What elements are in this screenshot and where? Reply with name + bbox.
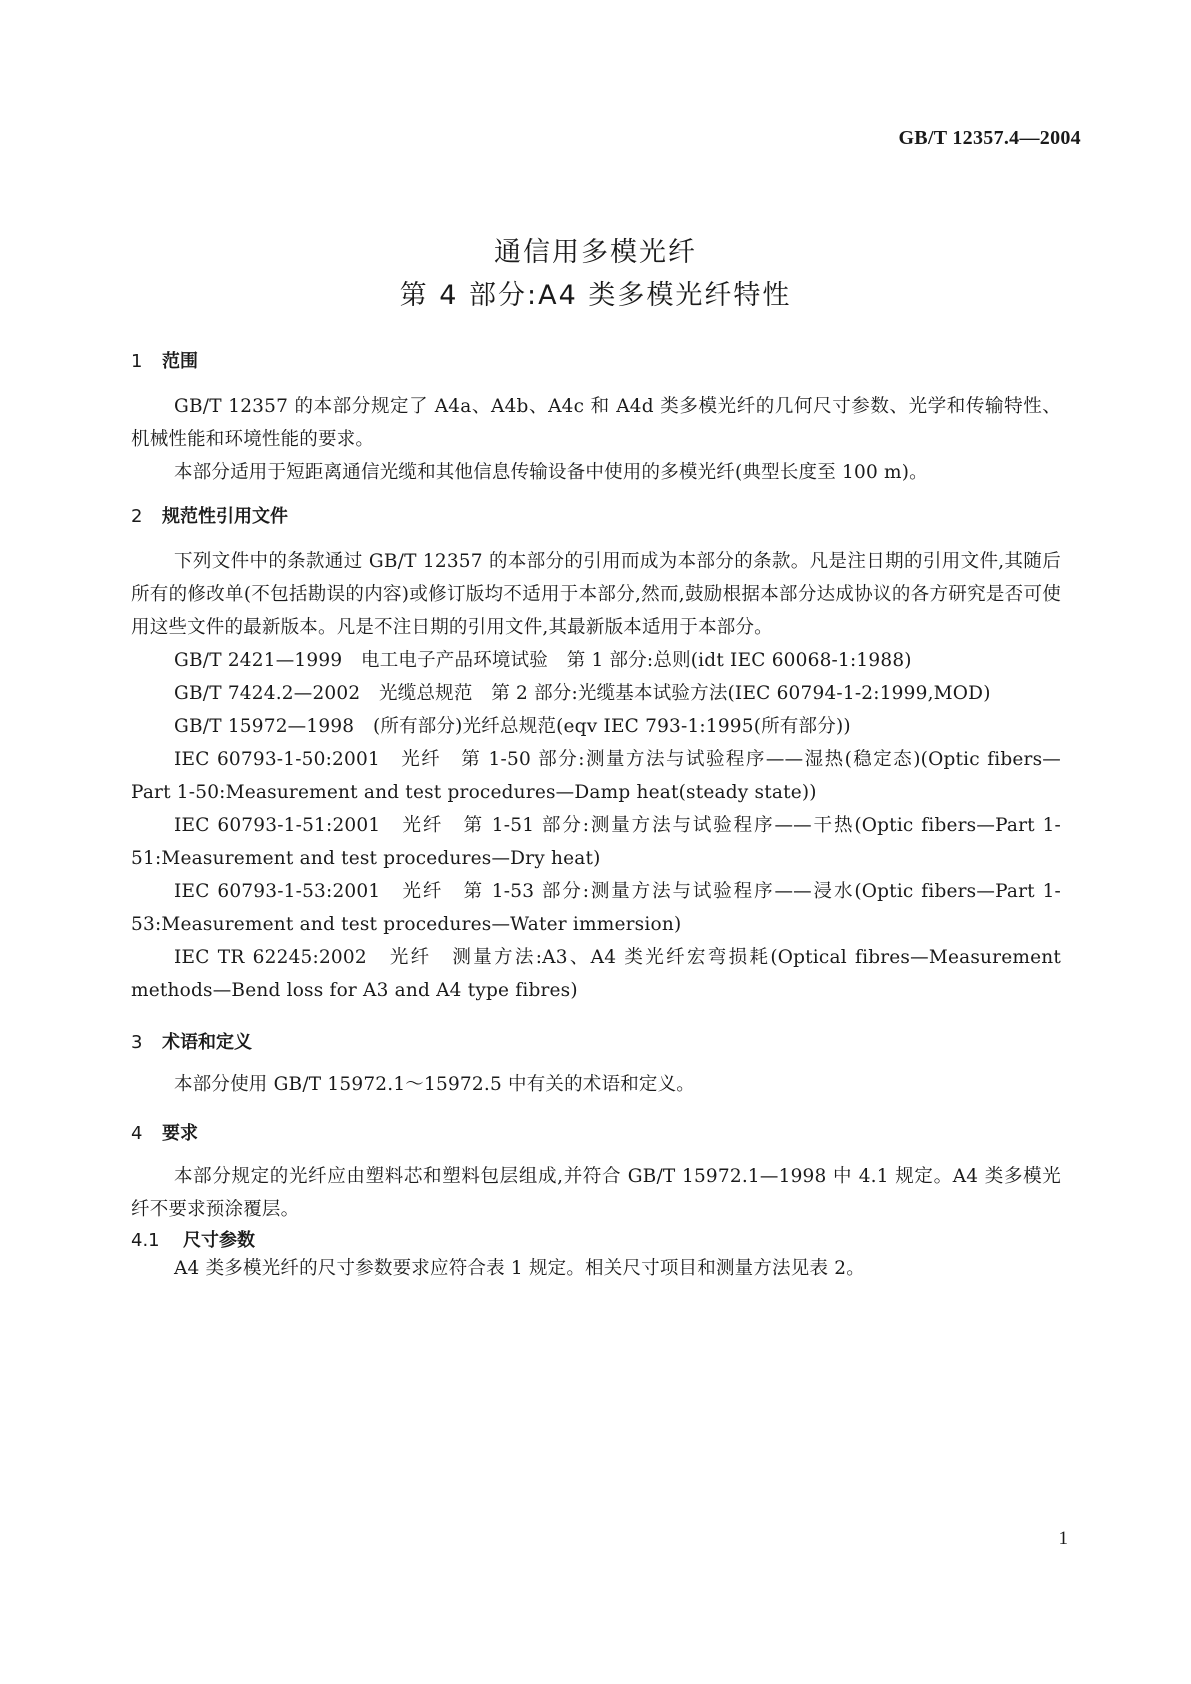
reference-item	[131, 875, 1061, 941]
document-title-line-1: 通信用多模光纤	[494, 237, 697, 268]
reference-code: IEC TR 62245:2002	[174, 947, 367, 968]
section-number: 1	[131, 351, 143, 372]
section-1-body	[131, 390, 1061, 489]
section-title: 规范性引用文件	[162, 506, 288, 527]
reference-title: (所有部分)光纤总规范(eqv IEC 793-1:1995(所有部分))	[372, 716, 851, 737]
reference-title: 光纤 测量方法:A3、A4 类光纤宏弯损耗(Optical fibres—Measurement methods—Bend loss for A3 and A4 type fibres)	[131, 947, 1061, 1001]
document-title-line-2: 第 4 部分:A4 类多模光纤特性	[399, 280, 792, 311]
reference-title: 电工电子产品环境试验 第 1 部分:总则(idt IEC 60068-1:1988)	[361, 650, 912, 671]
section-number: 4	[131, 1123, 143, 1144]
section-3	[131, 1028, 1061, 1054]
paragraph: GB/T 12357 的本部分规定了 A4a、A4b、A4c 和 A4d 类多模光纤的几何尺寸参数、光学和传输特性、机械性能和环境性能的要求。	[131, 396, 1061, 450]
section-4	[131, 1119, 1061, 1145]
reference-item	[131, 941, 1061, 1007]
section-heading	[131, 502, 1061, 528]
section-number: 3	[131, 1032, 143, 1053]
reference-item	[131, 677, 1061, 710]
reference-title: 光缆总规范 第 2 部分:光缆基本试验方法(IEC 60794-1-2:1999,MOD)	[379, 683, 991, 704]
reference-item	[131, 743, 1061, 809]
reference-code: GB/T 15972—1998	[174, 716, 355, 737]
paragraph: A4 类多模光纤的尺寸参数要求应符合表 1 规定。相关尺寸项目和测量方法见表 2。	[174, 1258, 865, 1279]
section-title: 要求	[162, 1123, 198, 1144]
section-4-body	[131, 1160, 1061, 1226]
section-3-body	[131, 1068, 1061, 1101]
paragraph: 本部分规定的光纤应由塑料芯和塑料包层组成,并符合 GB/T 15972.1—1998 中 4.1 规定。A4 类多模光纤不要求预涂覆层。	[131, 1166, 1061, 1220]
reference-code: IEC 60793-1-50:2001	[174, 749, 380, 770]
section-heading	[131, 347, 1061, 373]
section-2	[131, 502, 1061, 528]
section-title: 范围	[162, 351, 198, 372]
section-heading	[131, 1028, 1061, 1054]
reference-title: 光纤 第 1-50 部分:测量方法与试验程序——湿热(稳定态)(Optic fibers—Part 1-50:Measurement and test procedures—Damp heat(steady state))	[131, 749, 1061, 803]
paragraph: 本部分适用于短距离通信光缆和其他信息传输设备中使用的多模光纤(典型长度至 100 m)。	[174, 462, 928, 483]
reference-code: IEC 60793-1-51:2001	[174, 815, 381, 836]
section-heading	[131, 1119, 1061, 1145]
section-2-body	[131, 545, 1061, 1007]
reference-code: IEC 60793-1-53:2001	[174, 881, 381, 902]
section-title: 术语和定义	[162, 1032, 252, 1053]
subsection-number: 4.1	[131, 1230, 160, 1251]
reference-item	[131, 710, 1061, 743]
subsection-4-1	[131, 1226, 1061, 1252]
reference-code: GB/T 7424.2—2002	[174, 683, 361, 704]
subsection-title: 尺寸参数	[183, 1230, 255, 1251]
section-number: 2	[131, 506, 143, 527]
reference-item	[131, 644, 1061, 677]
section-1	[131, 347, 1061, 373]
reference-item	[131, 809, 1061, 875]
standard-number: GB/T 12357.4—2004	[898, 127, 1081, 149]
reference-code: GB/T 2421—1999	[174, 650, 343, 671]
paragraph: 下列文件中的条款通过 GB/T 12357 的本部分的引用而成为本部分的条款。凡是注日期的引用文件,其随后所有的修改单(不包括勘误的内容)或修订版均不适用于本部分,然而,鼓励根据本部分达成协议的各方研究是否可使用这些文件的最新版本。凡是不注日期的引用文件,其最新版本适用于本部分。	[131, 551, 1061, 638]
subsection-4-1-body	[131, 1252, 1061, 1285]
paragraph: 本部分使用 GB/T 15972.1～15972.5 中有关的术语和定义。	[174, 1074, 695, 1095]
reference-title: 光纤 第 1-53 部分:测量方法与试验程序——浸水(Optic fibers—Part 1-53:Measurement and test procedures—Water immersion)	[131, 881, 1061, 935]
subsection-heading	[131, 1226, 1061, 1252]
page-number: 1	[1058, 1528, 1068, 1549]
reference-title: 光纤 第 1-51 部分:测量方法与试验程序——干热(Optic fibers—Part 1-51:Measurement and test procedures—Dry heat)	[131, 815, 1061, 869]
